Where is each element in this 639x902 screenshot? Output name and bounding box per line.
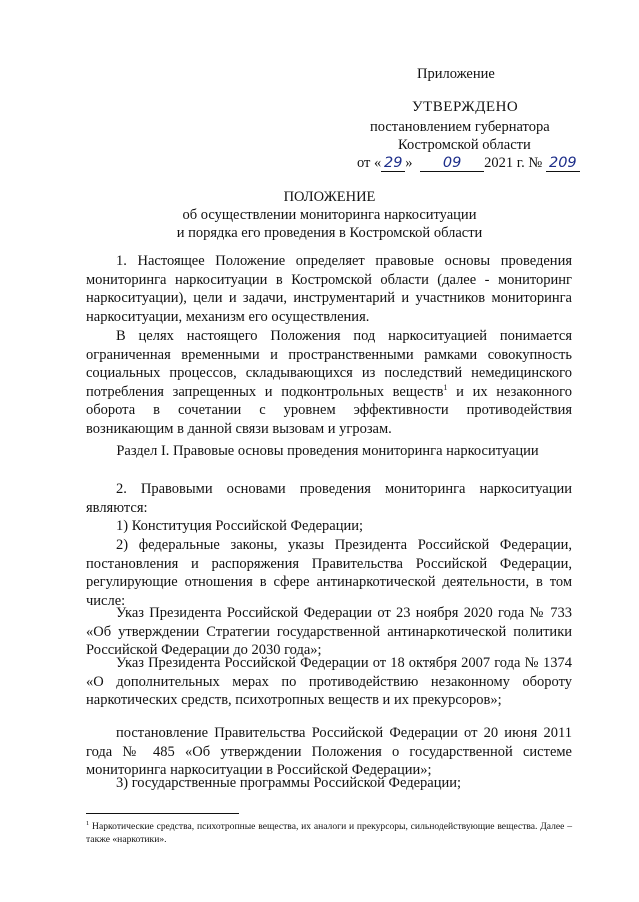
footnote [86, 820, 572, 846]
paragraph-7: Указ Президента Российской Федерации от 18 октября 2007 года № 1374 «О дополнительных мерах по противодействию незаконному обороту наркотических средств, психотропных веществ и их прекурсоров»; [86, 655, 572, 709]
region-name: Костромской области [398, 137, 531, 153]
footnote-mark: 1 [86, 819, 90, 827]
paragraph-2-part-b: и их незаконного оборота в сочетании с уровнем эффективности противодействия возникающим в данной связи вызовам и угрозам. [86, 383, 572, 437]
title-line-3: и порядка его проведения в Костромской области [176, 225, 483, 241]
year-number-text: 2021 г. № [484, 155, 543, 171]
document-title [0, 188, 639, 242]
approval-date-line [357, 155, 580, 172]
handwritten-day: 29 [381, 155, 405, 172]
title-line-1: ПОЛОЖЕНИЕ [283, 189, 376, 205]
handwritten-month: 09 [420, 155, 484, 172]
footnote-ref: 1 [443, 382, 448, 392]
paragraph-1: 1. Настоящее Положение определяет правовые основы проведения мониторинга наркоситуации в Костромской области (далее - мониторинг наркоситуации), цели и задачи, инструментарий и участников мониторинга наркоситуации, механизм его осуществления. [86, 253, 572, 325]
footnote-text: Наркотические средства, психотропные вещества, их аналоги и прекурсоры, сильнодействующие вещества. Далее – также «наркотики». [86, 821, 572, 845]
title-line-2: об осуществлении мониторинга наркоситуации [182, 207, 477, 223]
paragraph-3: 2. Правовыми основами проведения мониторинга наркоситуации являются: [86, 481, 572, 516]
paragraph-2-part-a: В целях настоящего Положения под наркоситуацией понимается ограниченная временными и пространственными рамками совокупность социальных процессов, складывающихся из последствий немедицинского потребления запрещенных и подконтрольных веществ [86, 328, 572, 400]
footnote-separator [86, 813, 239, 814]
date-prefix: от « [357, 155, 382, 171]
paragraph-9: 3) государственные программы Российской Федерации; [116, 775, 462, 791]
approved-by: постановлением губернатора [370, 119, 550, 135]
appendix-label: Приложение [417, 66, 495, 82]
paragraph-5: 2) федеральные законы, указы Президента Российской Федерации, постановления и распоряжения Правительства Российской Федерации, регулирующие отношения в сфере антинаркотической деятельности, в том числе: [86, 537, 572, 609]
paragraph-6: Указ Президента Российской Федерации от 23 ноября 2020 года № 733 «Об утверждении Стратегии государственной антинаркотической политики Российской Федерации до 2030 года»; [86, 605, 572, 659]
paragraph-4: 1) Конституция Российской Федерации; [116, 518, 363, 534]
section-heading: Раздел I. Правовые основы проведения мониторинга наркоситуации [116, 443, 539, 459]
handwritten-number: 209 [546, 155, 580, 172]
paragraph-8: постановление Правительства Российской Федерации от 20 июня 2011 года № 485 «Об утверждении Положения о государственной системе мониторинга наркоситуации в Российской Федерации»; [86, 725, 572, 779]
day-suffix: » [405, 155, 413, 171]
approved-stamp-text: УТВЕРЖДЕНО [412, 99, 519, 115]
paragraph-2 [86, 327, 572, 439]
